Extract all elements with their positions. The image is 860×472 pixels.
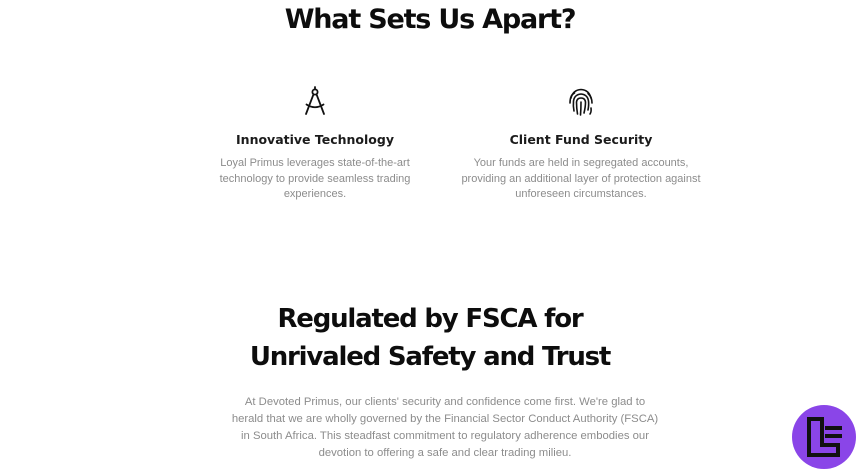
feature-title: Client Fund Security: [509, 132, 653, 147]
feature-description: Your funds are held in segregated accounts, providing an additional layer of protection against unforeseen circumstances.: [461, 157, 701, 200]
brand-logo-badge[interactable]: [792, 405, 856, 469]
feature-client-fund-security: [456, 86, 706, 203]
fingerprint-icon: [566, 86, 596, 118]
feature-title: Innovative Technology: [236, 132, 394, 147]
section-title-regulated: [0, 300, 860, 376]
compass-icon: [300, 86, 330, 118]
section-title-line2: Unrivaled Safety and Trust: [249, 342, 611, 372]
brand-logo-icon: [792, 405, 856, 469]
section-title-what-sets-us-apart: What Sets Us Apart?: [284, 4, 576, 35]
feature-description: Loyal Primus leverages state-of-the-art technology to provide seamless trading experiences.: [219, 157, 411, 200]
section-title-line1: Regulated by FSCA for: [277, 304, 583, 334]
regulation-paragraph: At Devoted Primus, our clients' security and confidence come first. We're glad to herald that we are wholly governed by the Financial Sector Conduct Authority (FSCA) in South Africa. This steadfast commitment to regulatory adherence embodies our devotion to offering a safe and clear trading milieu.: [231, 396, 659, 459]
feature-innovative-technology: [190, 86, 440, 203]
